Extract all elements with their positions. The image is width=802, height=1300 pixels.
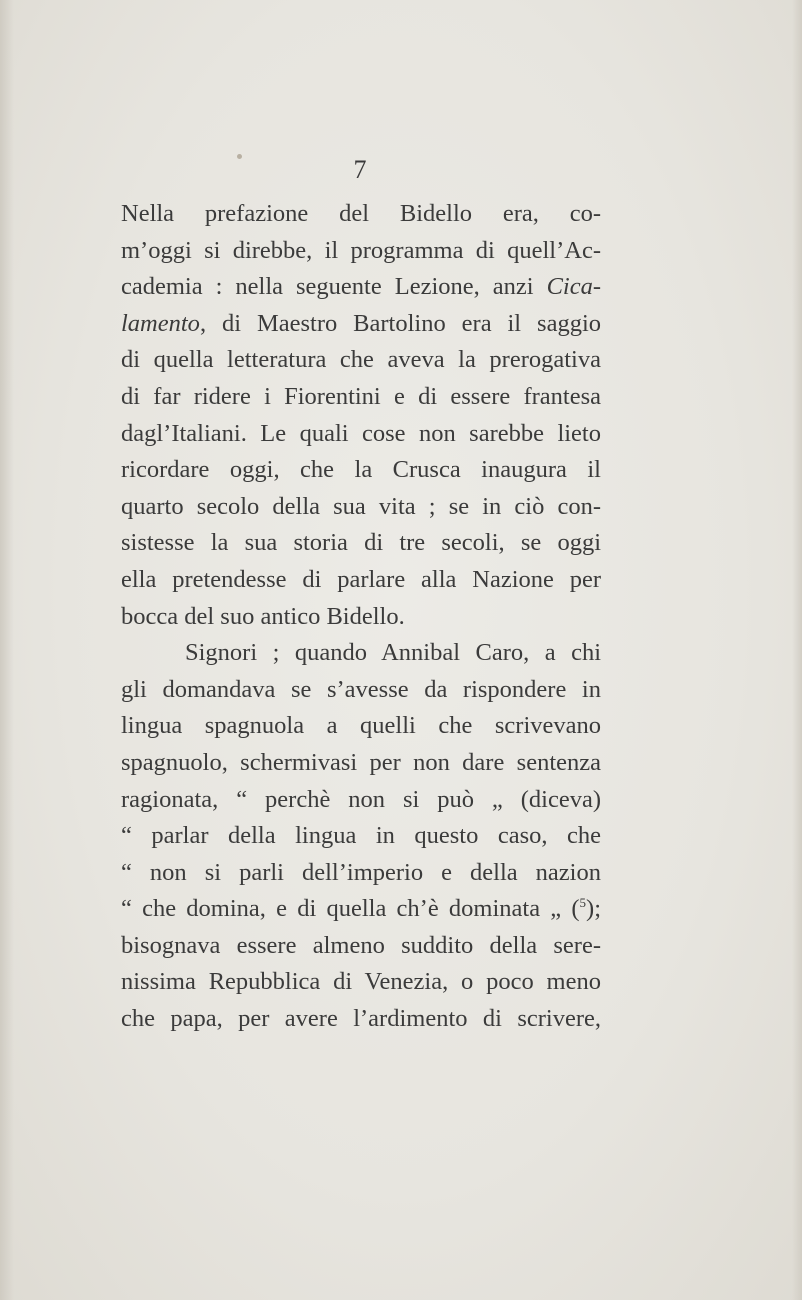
text-line: ricordare oggi, che la Crusca inaugura il — [121, 456, 601, 484]
page-number: 7 — [353, 155, 367, 184]
text-line: “ non si parli dell’imperio e della nazion — [121, 858, 601, 886]
text-line: Nella prefazione del Bidello era, co- — [121, 200, 601, 227]
italic-word: Cica- — [546, 273, 601, 301]
text-line: di far ridere i Fiorentini e di essere frantesa — [121, 382, 601, 410]
text-line: Signori ; quando Annibal Caro, a chi — [185, 639, 601, 667]
text-line: che papa, per avere l’ardimento di scrivere, — [121, 1005, 601, 1033]
footnote-marker: 5 — [579, 895, 587, 911]
text-line: dagl’Italiani. Le quali cose non sarebbe lieto — [121, 419, 601, 447]
text-line: bisognava essere almeno suddito della sere- — [121, 931, 601, 959]
text-line: gli domandava se s’avesse da rispondere in — [121, 675, 601, 703]
text-line: “ parlar della lingua in questo caso, che — [121, 822, 601, 850]
ink-speck — [237, 154, 242, 159]
body-text — [121, 196, 601, 1038]
text-line: nissima Repubblica di Venezia, o poco meno — [121, 968, 601, 996]
text-line: quarto secolo della sua vita ; se in ciò con- — [121, 492, 601, 520]
italic-word: lamento — [121, 309, 200, 337]
text-line: di quella letteratura che aveva la prerogativa — [121, 346, 601, 374]
text-line: lingua spagnuola a quelli che scrivevano — [121, 712, 601, 740]
text-line: ella pretendesse di parlare alla Nazione per — [121, 565, 601, 593]
page-edge-left — [0, 0, 14, 1300]
text-line: m’oggi si direbbe, il programma di quell’Ac- — [121, 236, 601, 264]
text-line: cademia : nella seguente Lezione, anzi Cica- — [121, 273, 601, 301]
text-line: “ che domina, e di quella ch’è dominata „ ($^5$); — [121, 895, 601, 923]
text-line: ragionata, “ perchè non si può „ (diceva) — [121, 785, 601, 813]
page-edge-right — [792, 0, 802, 1300]
text-line: lamento, di Maestro Bartolino era il saggio — [121, 309, 601, 337]
text-line: sistesse la sua storia di tre secoli, se oggi — [121, 529, 601, 557]
text-line: spagnuolo, schermivasi per non dare sentenza — [121, 748, 601, 776]
text-line: bocca del suo antico Bidello. — [121, 602, 405, 630]
